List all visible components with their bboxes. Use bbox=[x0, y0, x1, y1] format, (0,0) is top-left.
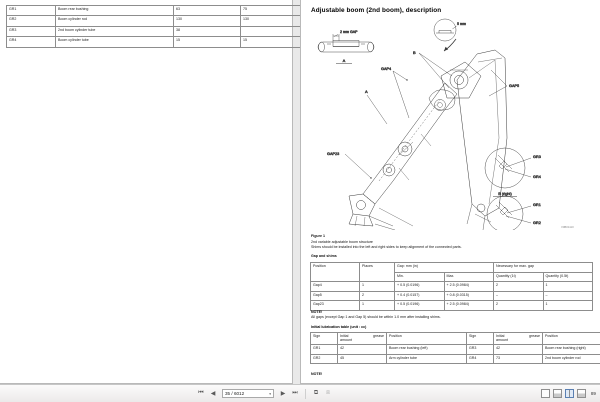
cell-value-2 bbox=[241, 26, 308, 36]
header-amount-left: amount bbox=[340, 338, 352, 342]
label-5mm: 5 mm bbox=[457, 22, 466, 26]
boom-main-structure bbox=[349, 50, 507, 230]
header-gap: Gap: mm (in) bbox=[395, 263, 494, 273]
cell-qty-1t: 2 bbox=[494, 282, 544, 292]
lubrication-heading: Initial lubrication table (unit : cc) bbox=[311, 325, 366, 329]
cell-position: Boom cylinder rod bbox=[56, 16, 174, 26]
header-grease-right: grease bbox=[529, 334, 540, 338]
cell-position-left: Boom rear bushing (left) bbox=[387, 344, 467, 354]
figure-number: Figure 1 bbox=[311, 234, 325, 239]
detail-5mm bbox=[434, 19, 456, 41]
table-header-row bbox=[311, 333, 600, 345]
next-page-icon[interactable]: ▶ bbox=[278, 389, 288, 399]
table-row bbox=[311, 344, 600, 354]
cell-max: + 0.8 (0.0315) bbox=[444, 291, 494, 301]
header-sign-left: Sign bbox=[311, 333, 338, 345]
header-gap-max: Max. bbox=[444, 272, 494, 282]
cell-position-right: Boom rear bushing (right) bbox=[543, 344, 600, 354]
header-amount-right: amount bbox=[496, 338, 508, 342]
cell-amount-left: 45 bbox=[338, 354, 387, 364]
cell-qty-1t: – bbox=[494, 291, 544, 301]
header-quantity-05t: Quantity (0.5t) bbox=[543, 272, 593, 282]
page-number-value: 35 / 6012 bbox=[225, 391, 244, 396]
cell-value-2: 75 bbox=[241, 6, 308, 16]
cell-min: + 0.5 (0.0196) bbox=[395, 282, 445, 292]
header-position-left: Position bbox=[387, 333, 467, 345]
cell-amount-right: 42 bbox=[494, 344, 543, 354]
table-body bbox=[7, 6, 308, 48]
cell-qty-05t: 1 bbox=[543, 301, 593, 311]
cell-qty-1t: 2 bbox=[494, 301, 544, 311]
figure-title: 2nd variable adjustable boom structure bbox=[311, 240, 373, 245]
label-gr3: GR3 bbox=[533, 155, 541, 159]
header-gap-min: Min. bbox=[395, 272, 445, 282]
page-number-input[interactable] bbox=[222, 389, 274, 398]
table-row bbox=[311, 291, 593, 301]
first-page-icon[interactable]: ⏮ bbox=[196, 389, 206, 399]
document-page-right bbox=[300, 0, 600, 384]
header-position: Position bbox=[311, 263, 360, 282]
prev-page-icon[interactable]: ◀ bbox=[208, 389, 218, 399]
cell-min: + 0.4 (0.0157) bbox=[395, 291, 445, 301]
header-quantity-1t: Quantity (1t) bbox=[494, 272, 544, 282]
cell-position: Boom rear bushing bbox=[56, 6, 174, 16]
label-gr2: GR2 bbox=[533, 221, 541, 225]
cell-sign-right: GR3 bbox=[467, 344, 494, 354]
document-page-left bbox=[0, 0, 293, 384]
zoom-level-label: 89 bbox=[589, 391, 596, 396]
header-grease-left: grease bbox=[373, 334, 384, 338]
cover-page-view-icon[interactable] bbox=[577, 389, 586, 398]
label-2mm-gap: 2 mm GAP bbox=[340, 30, 358, 34]
header-necessary-max-gap: Necessary for max. gap bbox=[494, 263, 593, 273]
cell-sign: GR3 bbox=[7, 26, 56, 36]
label-section-a: A bbox=[343, 58, 346, 63]
cell-value-1: 63 bbox=[174, 6, 241, 16]
note1-heading: NOTE! bbox=[311, 310, 322, 314]
label-gap5: GAP5 bbox=[509, 84, 519, 88]
cell-value-1: 38 bbox=[174, 26, 241, 36]
table-row bbox=[311, 301, 593, 311]
cell-sign-right: GR4 bbox=[467, 354, 494, 364]
table-row bbox=[7, 26, 308, 36]
continuous-page-view-icon[interactable] bbox=[553, 389, 562, 398]
header-initial-left: Initial bbox=[340, 334, 348, 338]
single-page-view-icon[interactable] bbox=[541, 389, 550, 398]
label-section-b: B bbox=[413, 50, 416, 55]
cell-position-left: Arm cylinder tube bbox=[387, 354, 467, 364]
viewer-toolbar bbox=[0, 384, 600, 402]
cell-places: 2 bbox=[360, 291, 395, 301]
detail-section-a bbox=[318, 34, 374, 52]
view-mode-group bbox=[541, 389, 600, 398]
label-gr1: GR1 bbox=[533, 203, 541, 207]
cell-value-1: 130 bbox=[174, 16, 241, 26]
cell-sign: GR2 bbox=[7, 16, 56, 26]
cell-value-2: 130 bbox=[241, 16, 308, 26]
cell-sign-left: GR1 bbox=[311, 344, 338, 354]
note2-heading: NOTE! bbox=[311, 372, 322, 376]
toolbar-separator bbox=[305, 389, 306, 399]
cell-qty-05t: – bbox=[543, 291, 593, 301]
figure-note: Shims should be installed into the left and right sides to keep alignment of the connected parts. bbox=[311, 245, 462, 250]
table-row bbox=[7, 6, 308, 16]
label-detail-b-right: B (right) bbox=[498, 192, 512, 196]
table-header-row bbox=[311, 263, 593, 273]
note1-text: All gaps (except Gap 1 and Gap 5) should be within 1.0 mm after installing shims. bbox=[311, 315, 441, 319]
table-row bbox=[7, 16, 308, 26]
page-title: Adjustable boom (2nd boom), description bbox=[311, 7, 441, 14]
cell-places: 1 bbox=[360, 301, 395, 311]
cell-amount-left: 42 bbox=[338, 344, 387, 354]
cell-position: Gap4 bbox=[311, 282, 360, 292]
detail-b-left bbox=[487, 196, 523, 230]
cell-position: Gap5 bbox=[311, 291, 360, 301]
table-body bbox=[311, 263, 593, 311]
chevron-down-icon[interactable]: ▾ bbox=[269, 392, 271, 396]
label-gap23: GAP23 bbox=[327, 152, 339, 156]
cell-sign: GR4 bbox=[7, 37, 56, 47]
section-heading-gap-shims: Gap and shims bbox=[311, 254, 337, 259]
header-initial-right: Initial bbox=[496, 334, 504, 338]
fit-page-icon[interactable]: ⧉ bbox=[311, 389, 321, 399]
two-page-view-icon[interactable] bbox=[565, 389, 574, 398]
label-a-leader: A bbox=[365, 89, 368, 94]
cell-position: Boom cylinder tube bbox=[56, 37, 174, 47]
table-body bbox=[311, 333, 600, 364]
figure-svg bbox=[309, 18, 593, 230]
table-row bbox=[311, 282, 593, 292]
cell-max: + 2.5 (0.0984) bbox=[444, 301, 494, 311]
cell-max: + 2.5 (0.0984) bbox=[444, 282, 494, 292]
label-drawing-number: V0B01110 bbox=[561, 225, 574, 229]
cell-sign-left: GR2 bbox=[311, 354, 338, 364]
left-page-grease-table bbox=[6, 5, 308, 48]
boom-structure-figure bbox=[309, 18, 593, 230]
table-row bbox=[7, 37, 308, 47]
cell-qty-05t: 1 bbox=[543, 282, 593, 292]
cell-position-right: 2nd boom cylinder rod bbox=[543, 354, 600, 364]
header-initial-amount-right bbox=[494, 333, 543, 345]
cell-position: 2nd boom cylinder tube bbox=[56, 26, 174, 36]
cell-amount-right: 73 bbox=[494, 354, 543, 364]
label-gr4: GR4 bbox=[533, 175, 541, 179]
cell-value-1: 15 bbox=[174, 37, 241, 47]
cell-places: 1 bbox=[360, 282, 395, 292]
initial-lubrication-table bbox=[310, 332, 600, 364]
fit-width-icon[interactable]: ⧈ bbox=[323, 389, 333, 399]
header-initial-amount-left bbox=[338, 333, 387, 345]
cell-value-2: 15 bbox=[241, 37, 308, 47]
toolbar-left-spacer bbox=[0, 385, 196, 402]
label-gap4: GAP4 bbox=[381, 67, 391, 71]
page-gutter bbox=[293, 0, 300, 384]
header-sign-right: Sign bbox=[467, 333, 494, 345]
page-navigation-group bbox=[196, 389, 333, 399]
cell-position: Gap23 bbox=[311, 301, 360, 311]
header-position-right: Position bbox=[543, 333, 600, 345]
cell-min: + 0.5 (0.0196) bbox=[395, 301, 445, 311]
header-places: Places bbox=[360, 263, 395, 282]
table-row bbox=[311, 354, 600, 364]
cell-sign: GR1 bbox=[7, 6, 56, 16]
gap-and-shims-table bbox=[310, 262, 593, 311]
last-page-icon[interactable]: ⏭ bbox=[290, 389, 300, 399]
